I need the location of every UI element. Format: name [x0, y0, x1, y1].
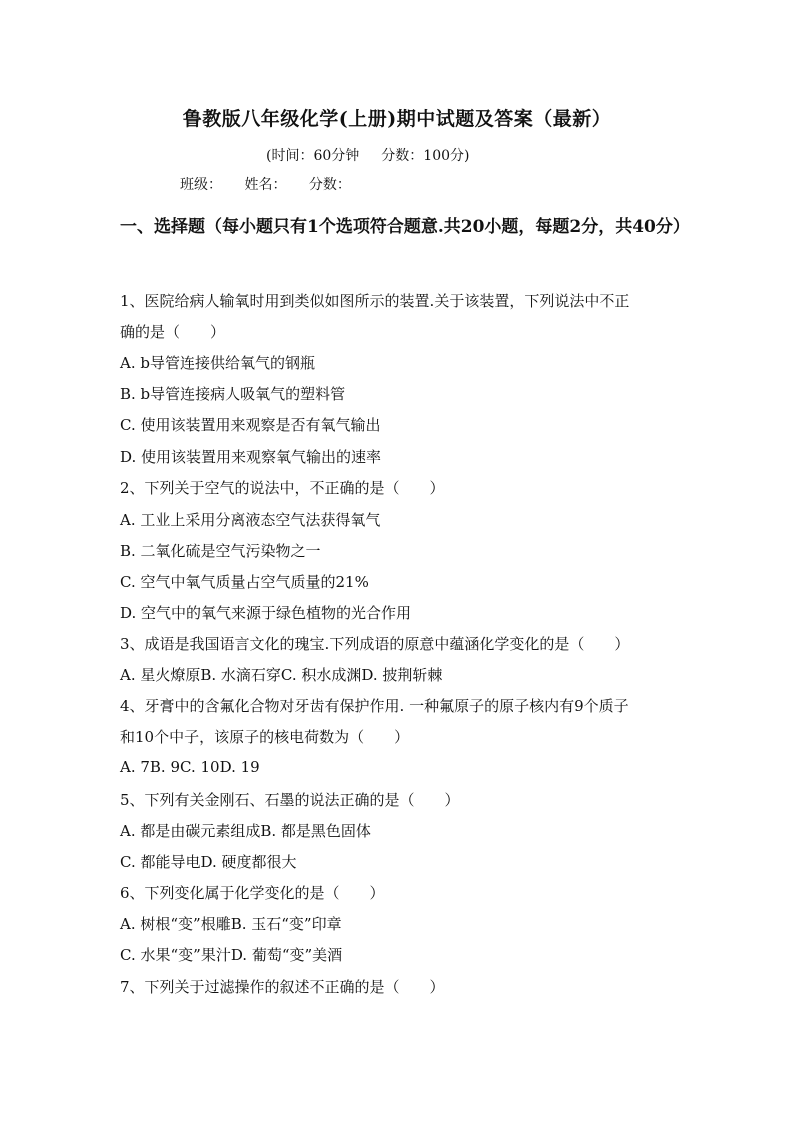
- question-line: 和10个中子，该原子的核电荷数为（ ）: [120, 728, 410, 746]
- question-line: 5、下列有关金刚石、石墨的说法正确的是（ ）: [120, 791, 460, 809]
- option-line: C. 空气中氧气质量占空气质量的21%: [120, 573, 369, 591]
- student-info-line: [180, 174, 369, 194]
- option-line: C. 都能导电D. 硬度都很大: [120, 853, 297, 871]
- name-label: 姓名：: [244, 177, 287, 193]
- option-line: D. 使用该装置用来观察氧气输出的速率: [120, 448, 382, 466]
- question-line: 确的是（ ）: [120, 323, 226, 341]
- option-line: B. 二氧化硫是空气污染物之一: [120, 542, 321, 560]
- question-line: 3、成语是我国语言文化的瑰宝.下列成语的原意中蕴涵化学变化的是（ ）: [120, 635, 630, 653]
- option-line: A. 树根“变”根雕B. 玉石“变”印章: [120, 915, 342, 933]
- class-label: 班级：: [180, 177, 222, 193]
- option-line: D. 空气中的氧气来源于绿色植物的光合作用: [120, 604, 412, 622]
- question-line: 2、下列关于空气的说法中，不正确的是（ ）: [120, 479, 445, 497]
- option-line: A. 工业上采用分离液态空气法获得氧气: [120, 511, 381, 529]
- option-line: C. 水果“变”果汁D. 葡萄“变”美酒: [120, 946, 343, 964]
- question-line: 4、牙膏中的含氟化合物对牙齿有保护作用. 一种氟原子的原子核内有9个质子: [120, 697, 629, 715]
- page-title: 鲁教版八年级化学(上册)期中试题及答案（最新）: [182, 108, 612, 130]
- exam-time: (时间：60分钟: [266, 148, 360, 164]
- option-line: C. 使用该装置用来观察是否有氧气输出: [120, 416, 381, 434]
- question-line: 6、下列变化属于化学变化的是（ ）: [120, 884, 385, 902]
- question-line: 1、医院给病人输氧时用到类似如图所示的装置.关于该装置，下列说法中不正: [120, 292, 630, 310]
- option-line: A. 7B. 9C. 10D. 19: [120, 758, 260, 776]
- exam-total-score: 分数：100分): [381, 148, 470, 164]
- score-label: 分数：: [308, 177, 351, 193]
- section-heading: 一、选择题（每小题只有1个选项符合题意.共20小题，每题2分，共40分）: [120, 217, 690, 237]
- option-line: A. b导管连接供给氧气的钢瓶: [120, 354, 315, 372]
- exam-info: [266, 145, 469, 165]
- option-line: B. b导管连接病人吸氧气的塑料管: [120, 385, 346, 403]
- question-line: 7、下列关于过滤操作的叙述不正确的是（ ）: [120, 978, 445, 996]
- option-line: A. 星火燎原B. 水滴石穿C. 积水成渊D. 披荆斩棘: [120, 666, 443, 684]
- option-line: A. 都是由碳元素组成B. 都是黑色固体: [120, 822, 371, 840]
